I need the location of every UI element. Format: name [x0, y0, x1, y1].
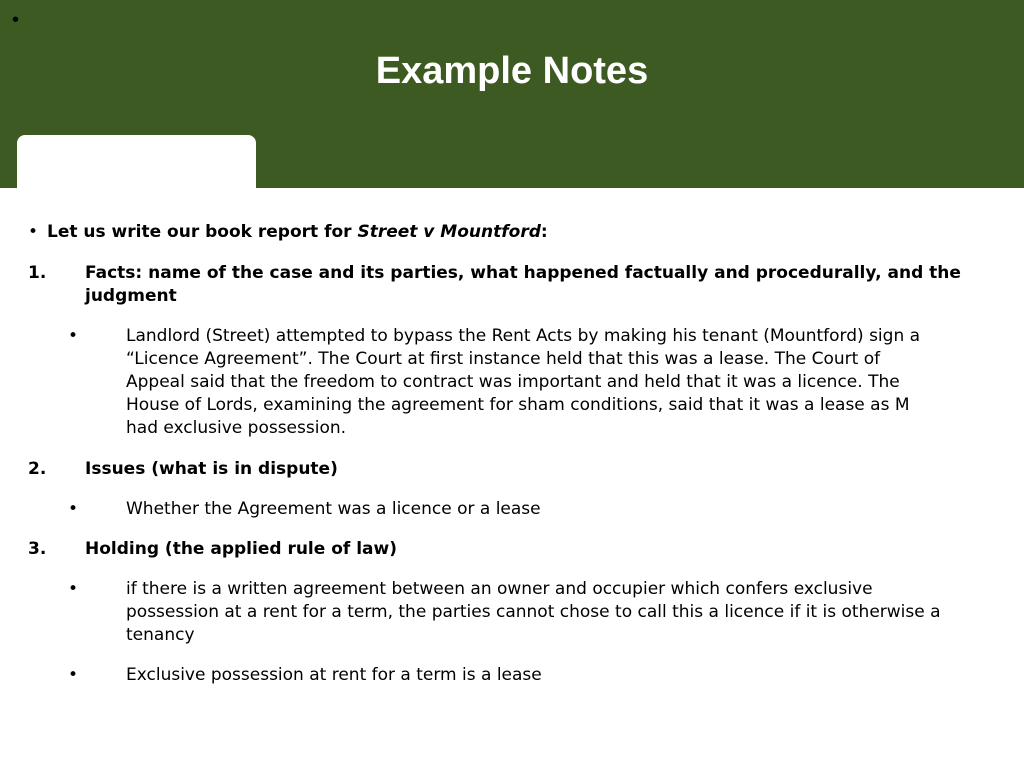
intro-text — [47, 221, 548, 244]
intro-bullet: • — [28, 222, 39, 242]
item-line: had exclusive possession. — [126, 418, 347, 438]
item-line: Whether the Agreement was a licence or a lease — [126, 499, 541, 519]
item-bullet: • — [68, 499, 79, 519]
slide-title: Example Notes — [375, 50, 649, 92]
section-number: 3. — [28, 539, 47, 559]
intro-prefix: Let us write our book report for — [47, 222, 358, 242]
item-bullet: • — [68, 326, 79, 346]
section-heading-line: Holding (the applied rule of law) — [85, 539, 397, 559]
item-line: House of Lords, examining the agreement for sham conditions, said that it was a lease as M — [126, 395, 910, 415]
corner-bullet: • — [12, 9, 20, 31]
item-line: tenancy — [126, 625, 195, 645]
case-name: Street v Mountford — [357, 222, 541, 242]
item-bullet: • — [68, 665, 79, 685]
intro-suffix: : — [540, 222, 548, 242]
section-number: 2. — [28, 459, 47, 479]
section-heading-line: judgment — [85, 286, 177, 306]
section-heading-line: Facts: name of the case and its parties, what happened factually and procedurally, and the — [85, 263, 961, 283]
item-line: “Licence Agreement”. The Court at first instance held that this was a lease. The Court of — [126, 349, 881, 369]
item-line: if there is a written agreement between an owner and occupier which confers exclusive — [126, 579, 873, 599]
item-line: Exclusive possession at rent for a term is a lease — [126, 665, 542, 685]
item-bullet: • — [68, 579, 79, 599]
item-line: Landlord (Street) attempted to bypass the Rent Acts by making his tenant (Mountford) sign a — [126, 326, 921, 346]
section-heading-line: Issues (what is in dispute) — [85, 459, 338, 479]
section-number: 1. — [28, 263, 47, 283]
item-line: possession at a rent for a term, the parties cannot chose to call this a licence if it is otherwise a — [126, 602, 941, 622]
item-line: Appeal said that the freedom to contract was important and held that it was a licence. The — [126, 372, 900, 392]
